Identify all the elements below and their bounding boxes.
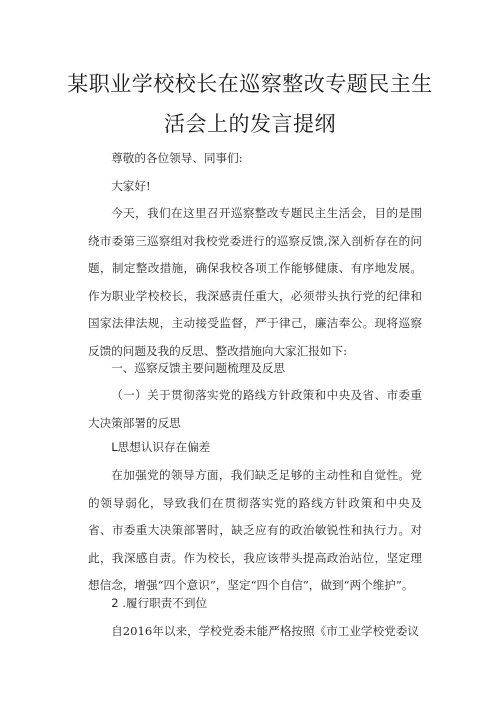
greeting: 大家好!	[111, 179, 151, 193]
subsection-heading-1: （一）关于贯彻落实党的路线方针政策和中央及省、市委重大决策部署的反思	[88, 388, 422, 430]
intro-paragraph: 今天，我们在这里召开巡察整改专题民主生活会，目的是围绕市委第三巡察组对我校党委进行的巡察反馈,深入剖析存在的问题，制定整改措施，确保我校各项工作能够健康、有序地发展。作为职业学校校长，我深感责任重大，必须带头执行党的纪律和国家法律法规，主动接受监督，严于律己，廉洁奉公。现将巡察反馈的问题及我的反思、整改措施向大家汇报如下:	[88, 206, 422, 358]
document-title-line-2: 活会上的发言提纲	[164, 112, 336, 136]
item-1-body: 在加强党的领导方面，我们缺乏足够的主动性和自觉性。党的领导弱化，导致我们在贯彻落实党的路线方针政策和中央及省、市委重大决策部署时，缺乏应有的政治敏锐性和执行力。对此，我深感自责。作为校长，我应该带头提高政治站位，坚定理想信念，增强“四个意识”，坚定“四个自信”，做到“两个维护”。	[88, 468, 422, 592]
item-2-heading: 2 .履行职责不到位	[111, 596, 208, 610]
item-1-heading: L思想认识存在偏差	[111, 440, 211, 454]
document-title-line-1: 某职业学校校长在巡察整改专题民主生	[67, 72, 433, 96]
salutation: 尊敬的各位领导、同事们:	[111, 151, 243, 165]
section-heading-1: 一、巡察反馈主要问题梳理及反思	[111, 361, 286, 375]
item-2-body: 自2016年以来，学校党委未能严格按照《市工业学校党委议	[111, 624, 419, 638]
